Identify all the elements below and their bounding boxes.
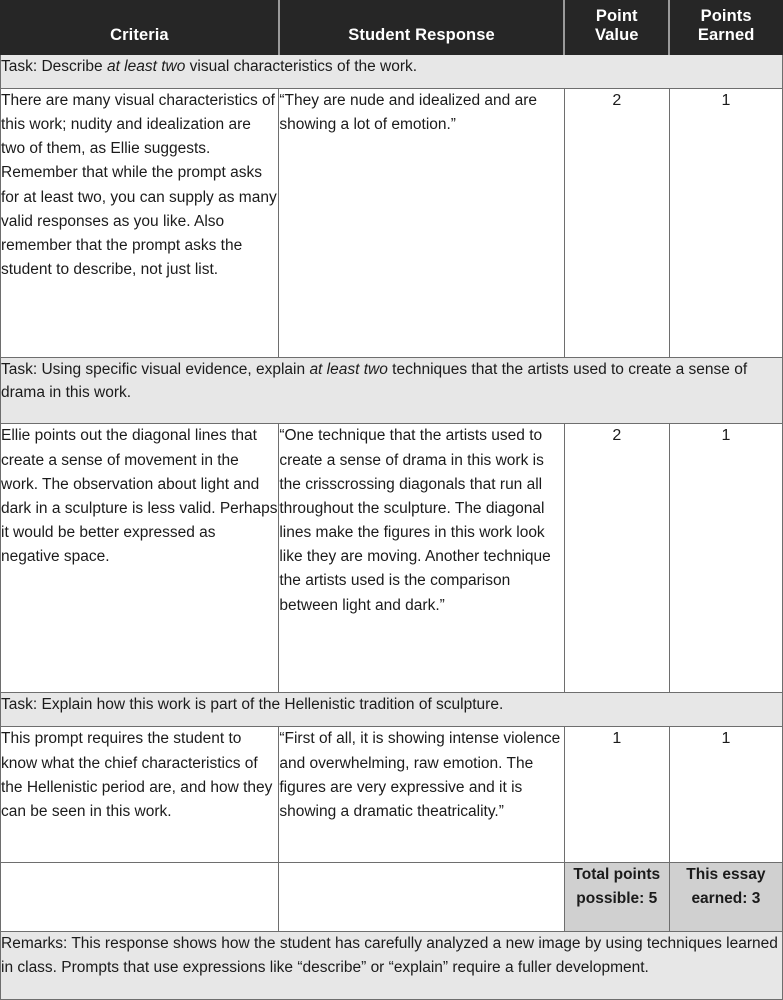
- task-description-1: [1, 54, 783, 88]
- points-earned-cell-2: 1: [669, 424, 782, 693]
- task-prefix: Task: Using specific visual evidence, explain: [1, 360, 310, 378]
- totals-response-blank: [279, 862, 564, 931]
- point-value-line1: Point: [595, 7, 638, 25]
- criteria-cell-3: This prompt requires the student to know what the chief characteristics of the Hellenistic period are, and how they can be seen in this work.: [1, 727, 279, 862]
- student-response-cell-1: “They are nude and idealized and are showing a lot of emotion.”: [279, 88, 564, 357]
- task-description-2: [1, 357, 783, 424]
- point-value-cell-1: 2: [564, 88, 669, 357]
- total-points-possible-label: Total points possible:: [573, 865, 661, 907]
- task-band-row: [1, 693, 783, 727]
- table-header-row: [1, 1, 783, 55]
- points-earned-line2: Earned: [697, 26, 755, 45]
- table-row: [1, 88, 783, 357]
- task-prefix: Task: Describe: [1, 57, 107, 75]
- points-earned-cell-3: 1: [669, 727, 782, 862]
- column-header-points-earned: [669, 1, 782, 55]
- criteria-cell-2: Ellie points out the diagonal lines that create a sense of movement in the work. The observation about light and dark in a sculpture is less valid. Perhaps it would be better expressed as negative space.: [1, 424, 279, 693]
- column-header-student-response: Student Response: [279, 1, 564, 55]
- point-value-cell-3: 1: [564, 727, 669, 862]
- table-row: [1, 727, 783, 862]
- task-description-3: [1, 693, 783, 727]
- column-header-criteria: Criteria: [1, 1, 279, 55]
- task-band-row: [1, 357, 783, 424]
- table-row: [1, 424, 783, 693]
- point-value-cell-2: 2: [564, 424, 669, 693]
- task-prefix: Task: Explain how this work is part of the Hellenistic tradition of sculpture.: [1, 696, 504, 714]
- student-response-cell-2: “One technique that the artists used to create a sense of drama in this work is the crisscrossing diagonals that run all throughout the sculpture. The diagonal lines make the figures in this work look like they are moving. Another technique the artists used is the comparison between light and dark.”: [279, 424, 564, 693]
- task-suffix: techniques that the artists used to create a sense of drama in this work.: [1, 360, 748, 402]
- point-value-line2: Value: [594, 26, 639, 45]
- essay-earned-cell: [669, 862, 782, 931]
- criteria-cell-1: There are many visual characteristics of this work; nudity and idealization are two of them, as Ellie suggests. Remember that while the prompt asks for at least two, you can supply as many valid responses as you like. Also remember that the prompt asks the student to describe, not just list.: [1, 88, 279, 357]
- totals-row: [1, 862, 783, 931]
- student-response-cell-3: “First of all, it is showing intense violence and overwhelming, raw emotion. The figures are very expressive and it is showing a dramatic theatricality.”: [279, 727, 564, 862]
- essay-earned-label: This essay earned:: [686, 865, 766, 907]
- task-emphasis: at least two: [309, 360, 388, 378]
- points-earned-line1: Points: [700, 7, 752, 25]
- total-points-possible-cell: [564, 862, 669, 931]
- task-emphasis: at least two: [106, 57, 186, 75]
- totals-criteria-blank: [1, 862, 279, 931]
- task-band-row: [1, 54, 783, 88]
- total-points-possible-value: 5: [648, 889, 658, 907]
- column-header-point-value: [564, 1, 669, 55]
- task-suffix: visual characteristics of the work.: [185, 57, 418, 75]
- remarks-text: Remarks: This response shows how the student has carefully analyzed a new image by using techniques learned in class. Prompts that use expressions like “describe” or “explain” require a fuller development.: [1, 931, 783, 999]
- points-earned-cell-1: 1: [669, 88, 782, 357]
- remarks-row: [1, 931, 783, 999]
- essay-earned-value: 3: [751, 889, 761, 907]
